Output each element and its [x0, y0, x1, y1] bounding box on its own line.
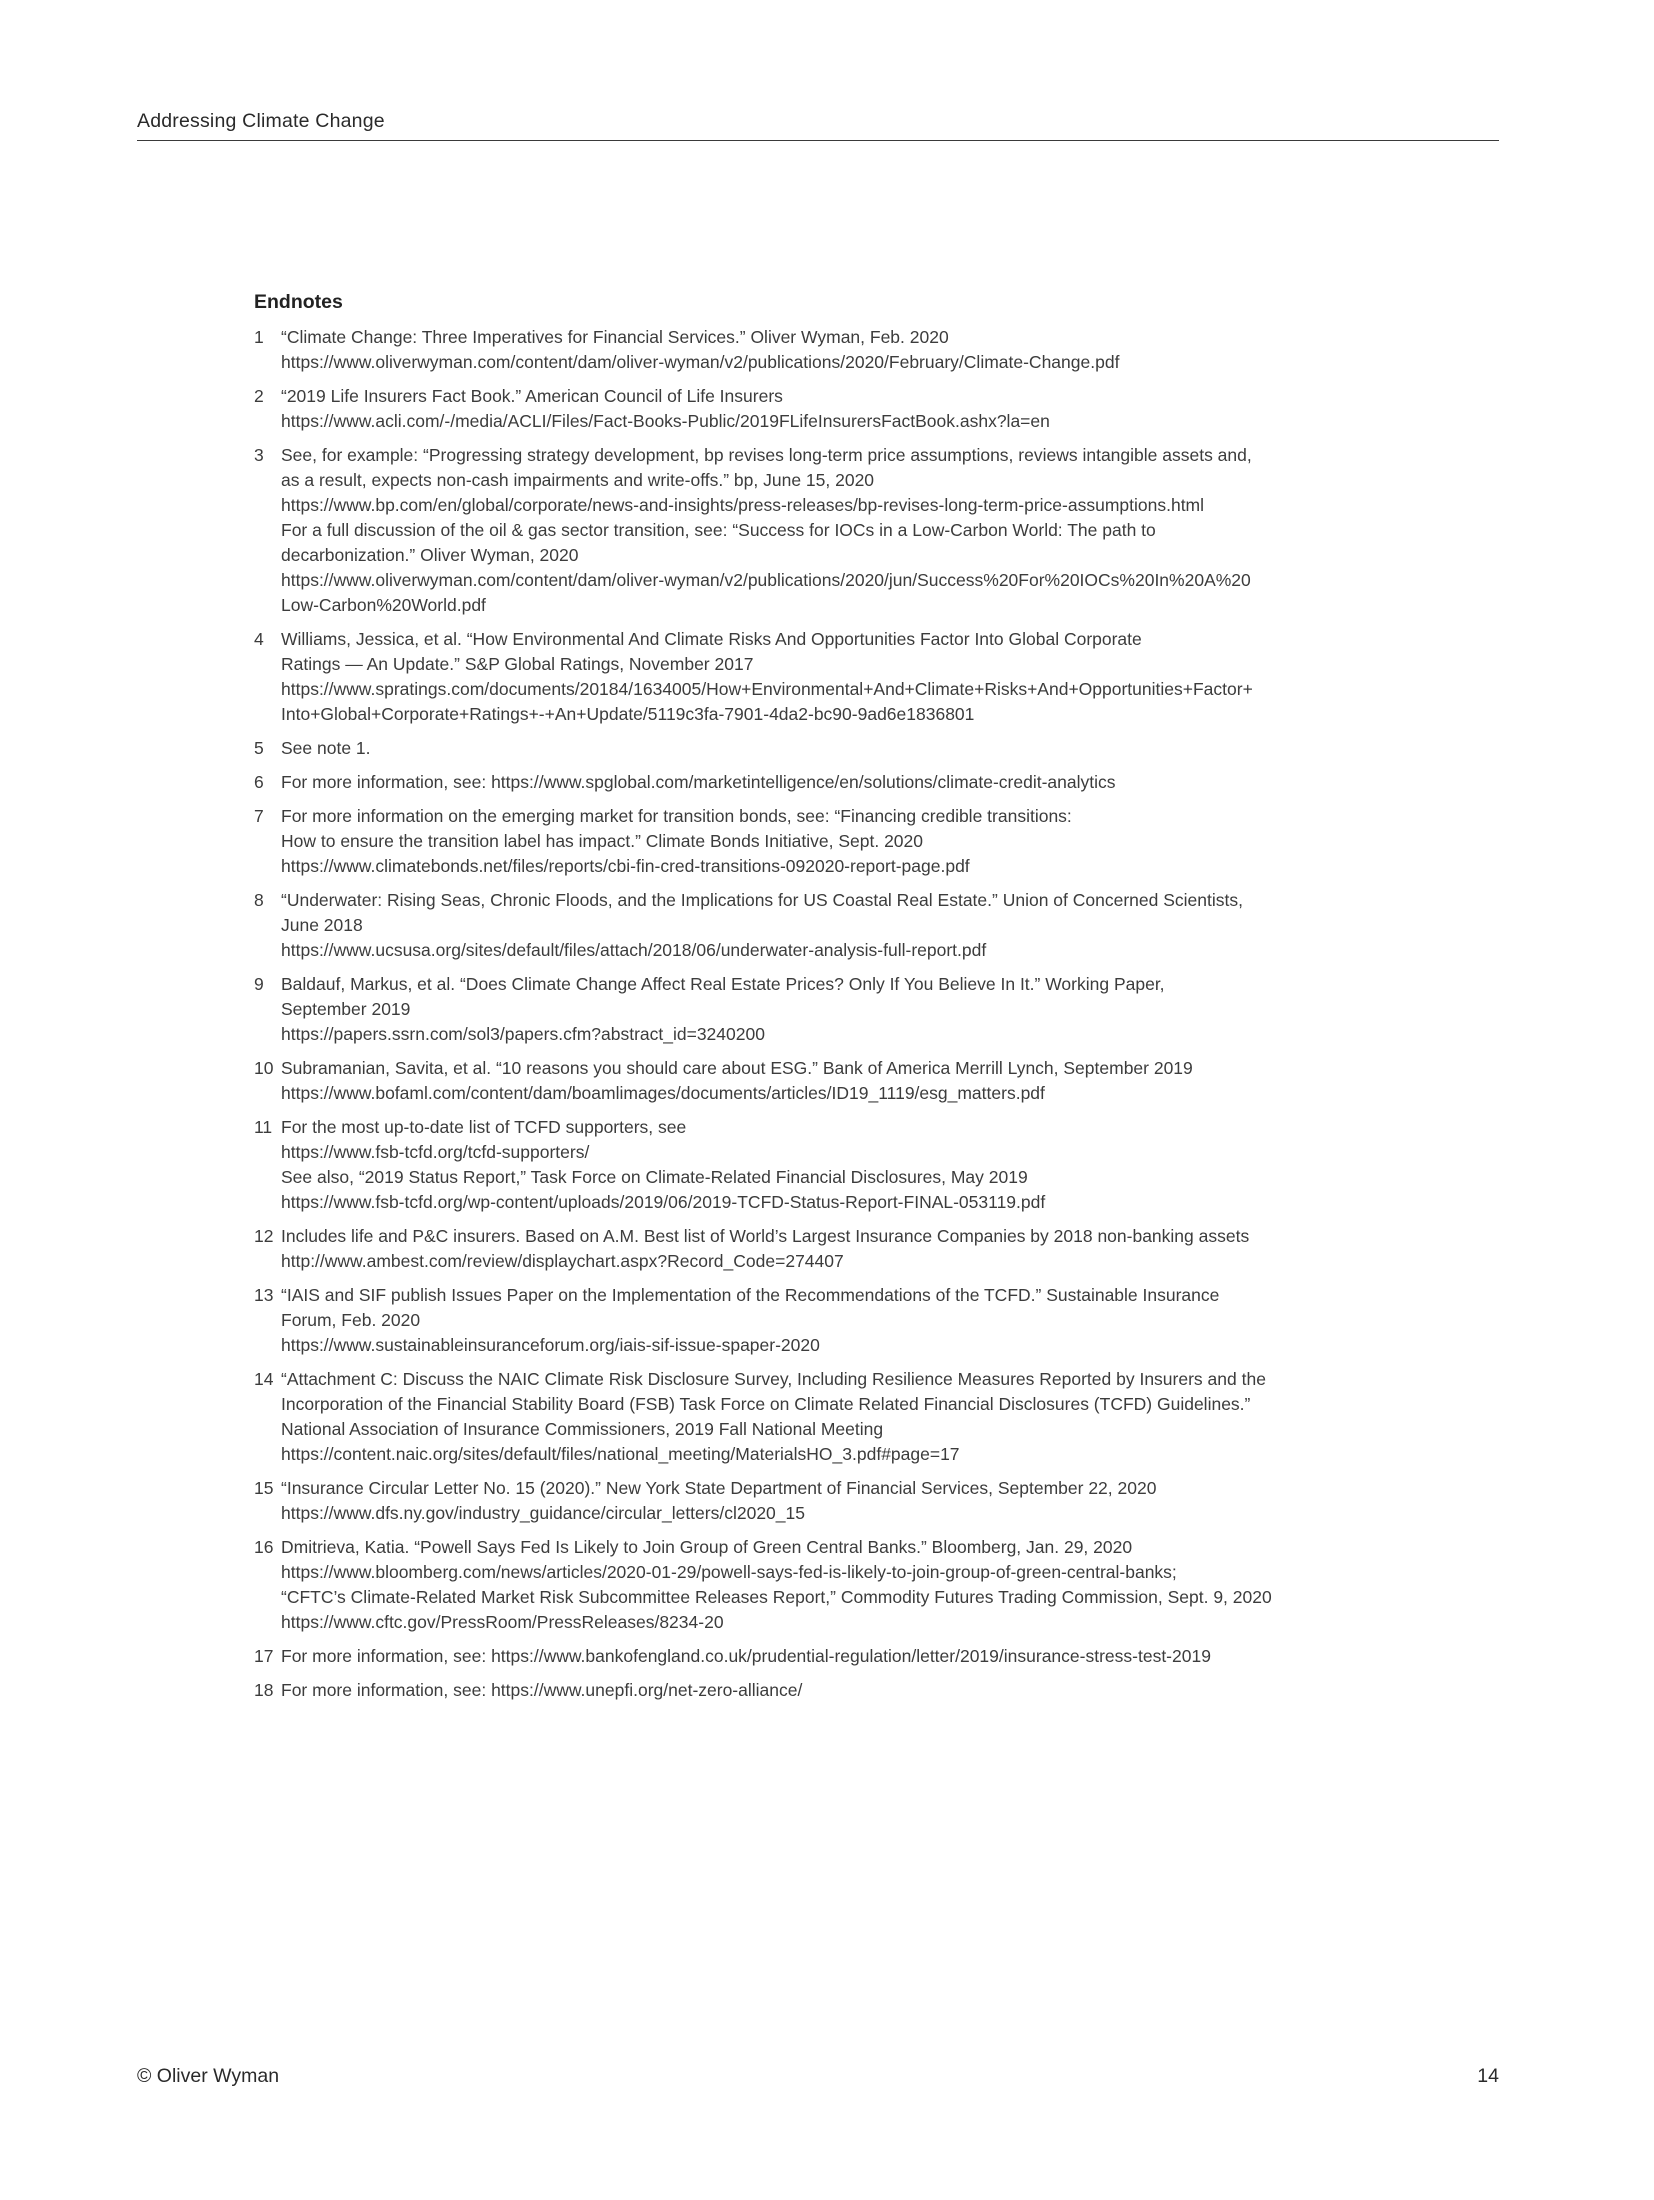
- endnote-body: [281, 1283, 1554, 1358]
- endnote-line: https://www.sustainableinsuranceforum.org/iais-sif-issue-spaper-2020: [281, 1335, 820, 1355]
- endnote-body: [281, 736, 1554, 761]
- endnote-body: [281, 972, 1554, 1047]
- endnote-number: 9: [254, 974, 264, 994]
- endnote-line: How to ensure the transition label has impact.” Climate Bonds Initiative, Sept. 2020: [281, 831, 924, 851]
- endnote-line: Incorporation of the Financial Stability Board (FSB) Task Force on Climate Related Financial Disclosures (TCFD) Guidelines.”: [281, 1394, 1251, 1414]
- endnote-number: 5: [254, 738, 264, 758]
- endnote-body: [281, 1644, 1554, 1669]
- endnote-line: See note 1.: [281, 738, 371, 758]
- endnote-line: September 2019: [281, 999, 411, 1019]
- endnote-16: [254, 1535, 1554, 1635]
- endnote-body: [281, 627, 1554, 727]
- endnote-number: 18: [254, 1680, 274, 1700]
- endnote-line: https://www.climatebonds.net/files/reports/cbi-fin-cred-transitions-092020-report-page.pdf: [281, 856, 970, 876]
- endnote-number: 11: [254, 1117, 273, 1137]
- endnote-line: https://papers.ssrn.com/sol3/papers.cfm?abstract_id=3240200: [281, 1024, 765, 1044]
- endnote-15: [254, 1476, 1554, 1526]
- endnote-line: June 2018: [281, 915, 363, 935]
- endnote-18: [254, 1678, 1554, 1703]
- endnote-number: 6: [254, 772, 264, 792]
- endnote-8: [254, 888, 1554, 963]
- endnote-line: “Insurance Circular Letter No. 15 (2020).” New York State Department of Financial Services, September 22, 2020: [281, 1478, 1157, 1498]
- endnote-line: Williams, Jessica, et al. “How Environmental And Climate Risks And Opportunities Factor Into Global Corporate: [281, 629, 1142, 649]
- endnote-line: For more information on the emerging market for transition bonds, see: “Financing credible transitions:: [281, 806, 1072, 826]
- endnote-line: Subramanian, Savita, et al. “10 reasons you should care about ESG.” Bank of America Merrill Lynch, September 2019: [281, 1058, 1193, 1078]
- endnote-line: Includes life and P&C insurers. Based on A.M. Best list of World’s Largest Insurance Companies by 2018 non-banking assets: [281, 1226, 1250, 1246]
- endnote-line: https://content.naic.org/sites/default/files/national_meeting/MaterialsHO_3.pdf#page=17: [281, 1444, 960, 1464]
- endnote-line: “Attachment C: Discuss the NAIC Climate Risk Disclosure Survey, Including Resilience Measures Reported by Insurers and the: [281, 1369, 1266, 1389]
- endnote-line: https://www.bp.com/en/global/corporate/news-and-insights/press-releases/bp-revises-long-term-price-assumptions.html: [281, 495, 1205, 515]
- endnote-5: [254, 736, 1554, 761]
- endnote-line: Into+Global+Corporate+Ratings+-+An+Update/5119c3fa-7901-4da2-bc90-9ad6e1836801: [281, 704, 975, 724]
- endnote-line: For the most up-to-date list of TCFD supporters, see: [281, 1117, 687, 1137]
- endnote-17: [254, 1644, 1554, 1669]
- endnote-9: [254, 972, 1554, 1047]
- endnote-line: https://www.bloomberg.com/news/articles/2020-01-29/powell-says-fed-is-likely-to-join-group-of-green-central-banks;: [281, 1562, 1177, 1582]
- endnote-body: [281, 443, 1554, 618]
- endnote-line: Forum, Feb. 2020: [281, 1310, 421, 1330]
- endnote-line: as a result, expects non-cash impairments and write-offs.” bp, June 15, 2020: [281, 470, 875, 490]
- endnote-line: https://www.cftc.gov/PressRoom/PressReleases/8234-20: [281, 1612, 724, 1632]
- endnote-line: “IAIS and SIF publish Issues Paper on the Implementation of the Recommendations of the TCFD.” Sustainable Insurance: [281, 1285, 1220, 1305]
- endnote-body: [281, 325, 1554, 375]
- endnote-number: 2: [254, 386, 264, 406]
- endnote-4: [254, 627, 1554, 727]
- endnote-14: [254, 1367, 1554, 1467]
- endnote-line: https://www.ucsusa.org/sites/default/files/attach/2018/06/underwater-analysis-full-report.pdf: [281, 940, 987, 960]
- header-rule: [137, 140, 1499, 141]
- endnote-body: [281, 1476, 1554, 1526]
- endnote-number: 7: [254, 806, 264, 826]
- endnote-body: [281, 1224, 1554, 1274]
- footer-copyright: © Oliver Wyman: [137, 2065, 280, 2087]
- endnote-line: https://www.fsb-tcfd.org/tcfd-supporters/: [281, 1142, 590, 1162]
- endnote-line: https://www.fsb-tcfd.org/wp-content/uploads/2019/06/2019-TCFD-Status-Report-FINAL-053119.pdf: [281, 1192, 1046, 1212]
- endnote-number: 12: [254, 1226, 274, 1246]
- endnote-body: [281, 384, 1554, 434]
- endnote-body: [281, 770, 1554, 795]
- endnote-number: 15: [254, 1478, 274, 1498]
- endnote-line: Low-Carbon%20World.pdf: [281, 595, 486, 615]
- endnote-7: [254, 804, 1554, 879]
- endnote-number: 1: [254, 327, 264, 347]
- endnote-line: For more information, see: https://www.spglobal.com/marketintelligence/en/solutions/climate-credit-analytics: [281, 772, 1116, 792]
- endnote-number: 16: [254, 1537, 274, 1557]
- running-header-title: Addressing Climate Change: [137, 110, 385, 132]
- endnote-line: See also, “2019 Status Report,” Task Force on Climate-Related Financial Disclosures, May 2019: [281, 1167, 1028, 1187]
- endnote-line: http://www.ambest.com/review/displaychart.aspx?Record_Code=274407: [281, 1251, 844, 1271]
- endnote-6: [254, 770, 1554, 795]
- endnote-number: 13: [254, 1285, 274, 1305]
- endnote-body: [281, 1367, 1554, 1467]
- endnote-3: [254, 443, 1554, 618]
- endnote-line: https://www.dfs.ny.gov/industry_guidance/circular_letters/cl2020_15: [281, 1503, 805, 1523]
- endnote-number: 10: [254, 1058, 274, 1078]
- endnote-line: “Underwater: Rising Seas, Chronic Floods, and the Implications for US Coastal Real Estate.” Union of Concerned Scientists,: [281, 890, 1243, 910]
- page-number: 14: [1477, 2065, 1499, 2087]
- endnote-number: 3: [254, 445, 264, 465]
- endnote-body: [281, 888, 1554, 963]
- endnotes-list: [254, 325, 1554, 1703]
- endnote-12: [254, 1224, 1554, 1274]
- endnotes-heading: Endnotes: [254, 291, 343, 313]
- endnote-line: decarbonization.” Oliver Wyman, 2020: [281, 545, 579, 565]
- endnote-line: See, for example: “Progressing strategy development, bp revises long-term price assumptions, reviews intangible assets and,: [281, 445, 1252, 465]
- endnote-line: https://www.oliverwyman.com/content/dam/oliver-wyman/v2/publications/2020/February/Climate-Change.pdf: [281, 352, 1120, 372]
- endnote-2: [254, 384, 1554, 434]
- endnote-line: Ratings — An Update.” S&P Global Ratings, November 2017: [281, 654, 754, 674]
- endnote-line: Dmitrieva, Katia. “Powell Says Fed Is Likely to Join Group of Green Central Banks.” Bloomberg, Jan. 29, 2020: [281, 1537, 1133, 1557]
- endnote-13: [254, 1283, 1554, 1358]
- endnote-line: For more information, see: https://www.unepfi.org/net-zero-alliance/: [281, 1680, 803, 1700]
- endnote-line: For more information, see: https://www.bankofengland.co.uk/prudential-regulation/letter/2019/insurance-stress-test-2019: [281, 1646, 1211, 1666]
- endnote-number: 4: [254, 629, 264, 649]
- endnote-line: https://www.acli.com/-/media/ACLI/Files/Fact-Books-Public/2019FLifeInsurersFactBook.ashx?la=en: [281, 411, 1050, 431]
- endnote-line: https://www.oliverwyman.com/content/dam/oliver-wyman/v2/publications/2020/jun/Success%20For%20IOCs%20In%20A%20: [281, 570, 1251, 590]
- endnote-line: https://www.spratings.com/documents/20184/1634005/How+Environmental+And+Climate+Risks+And+Opportunities+Factor+: [281, 679, 1253, 699]
- endnote-number: 14: [254, 1369, 274, 1389]
- endnote-body: [281, 1056, 1554, 1106]
- endnote-body: [281, 1535, 1554, 1635]
- endnote-number: 17: [254, 1646, 274, 1666]
- endnote-line: https://www.bofaml.com/content/dam/boamlimages/documents/articles/ID19_1119/esg_matters.pdf: [281, 1083, 1045, 1103]
- endnote-body: [281, 1678, 1554, 1703]
- endnote-1: [254, 325, 1554, 375]
- endnotes-section: [254, 289, 1554, 1712]
- endnote-11: [254, 1115, 1554, 1215]
- endnote-line: Baldauf, Markus, et al. “Does Climate Change Affect Real Estate Prices? Only If You Believe In It.” Working Paper,: [281, 974, 1165, 994]
- endnote-line: For a full discussion of the oil & gas sector transition, see: “Success for IOCs in a Low-Carbon World: The path to: [281, 520, 1156, 540]
- endnote-number: 8: [254, 890, 264, 910]
- endnote-10: [254, 1056, 1554, 1106]
- endnote-line: National Association of Insurance Commissioners, 2019 Fall National Meeting: [281, 1419, 884, 1439]
- endnote-line: “CFTC’s Climate-Related Market Risk Subcommittee Releases Report,” Commodity Futures Trading Commission, Sept. 9, 2020: [281, 1587, 1272, 1607]
- endnote-body: [281, 804, 1554, 879]
- endnote-line: “2019 Life Insurers Fact Book.” American Council of Life Insurers: [281, 386, 783, 406]
- endnote-line: “Climate Change: Three Imperatives for Financial Services.” Oliver Wyman, Feb. 2020: [281, 327, 949, 347]
- endnote-body: [281, 1115, 1554, 1215]
